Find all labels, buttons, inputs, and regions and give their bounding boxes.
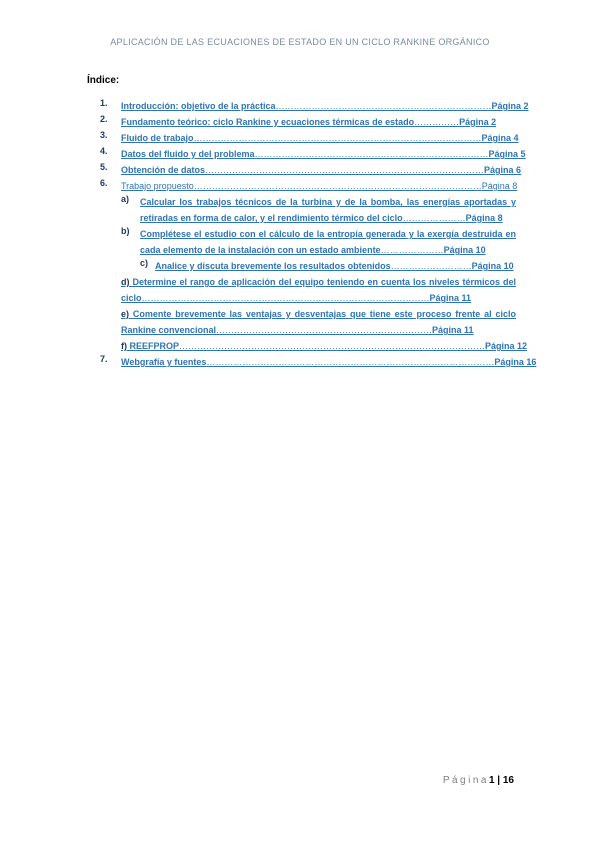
toc-entry-link[interactable]: Calcular los trabajos técnicos de la turbina y de la bomba, las energías aportadas y retiradas en forma de calor, y el rendimiento térmico del ciclo…………………Página 8 <box>140 197 516 223</box>
toc-entry-number: c) <box>140 258 149 268</box>
toc-entry-link[interactable]: Obtención de datos…………………………………………………………………………………Página 6 <box>121 165 522 175</box>
toc-entry-link[interactable]: d) Determine el rango de aplicación del equipo teniendo en cuenta los niveles térmicos del ciclo……………………………………………………………………………………Página 11 <box>121 277 516 303</box>
toc-entry-number: 1. <box>100 98 108 108</box>
toc-entry-link[interactable]: Fundamento teórico: ciclo Rankine y ecuaciones térmicas de estado……………Página 2 <box>121 117 497 127</box>
toc-entry-number: 4. <box>100 146 108 156</box>
page-number: 1 | 16 <box>488 775 514 786</box>
toc-entry-6a[interactable] <box>100 194 516 226</box>
toc-entry-number: a) <box>121 194 130 204</box>
toc-entry-6b[interactable] <box>100 226 516 258</box>
toc-entry-link[interactable]: f) REEFPROP…………………………………………………………………………………………Página 12 <box>121 341 528 351</box>
toc-entry-link[interactable]: e) Comente brevemente las ventajas y desventajas que tiene este proceso frente al ciclo Rankine convencional………………………………………………………………Página 11 <box>121 309 516 335</box>
toc-entry-number: f) <box>121 341 127 351</box>
toc-entry-link[interactable]: Fluido de trabajo……………………………………………………………………………………Página 4 <box>121 133 519 143</box>
toc-title: Índice: <box>87 75 120 86</box>
page-word: Página <box>442 775 489 786</box>
toc-entry-6e[interactable] <box>100 306 516 338</box>
toc-entry-link[interactable]: Datos del fluido y del problema……………………………………………………………………Página 5 <box>121 149 526 159</box>
running-header: APLICACIÓN DE LAS ECUACIONES DE ESTADO EN UN CICLO RANKINE ORGÁNICO <box>110 37 490 47</box>
toc-entry-number: b) <box>121 226 130 236</box>
toc-entry-link[interactable]: Webgrafía y fuentes……………………………………………………………………………………Página 16 <box>121 357 537 367</box>
toc-entry-number: 2. <box>100 114 108 124</box>
toc-entry-link[interactable]: Analice y discuta brevemente los resultados obtenidos………………………Página 10 <box>155 261 514 271</box>
toc-entry-number: 3. <box>100 130 108 140</box>
toc-entry-number: 7. <box>100 354 108 364</box>
toc-entry-number: 6. <box>100 178 108 188</box>
toc-entry-link[interactable]: Trabajo propuesto……………………………………………………………………………………Página 8 <box>121 181 518 191</box>
toc-entry-number: d) <box>121 277 130 287</box>
toc-entry-6d[interactable] <box>100 274 516 306</box>
toc-entry-number: 5. <box>100 162 108 172</box>
toc-entry-link[interactable]: Complétese el estudio con el cálculo de la entropía generada y la exergía destruida en cada elemento de la instalación con un estado ambiente…………………Página 10 <box>140 229 516 255</box>
page-footer <box>443 775 514 786</box>
toc-entry-link[interactable]: Introducción: objetivo de la práctica………………………………………………………………Página 2 <box>121 101 529 111</box>
toc-entry-number: e) <box>121 309 130 319</box>
